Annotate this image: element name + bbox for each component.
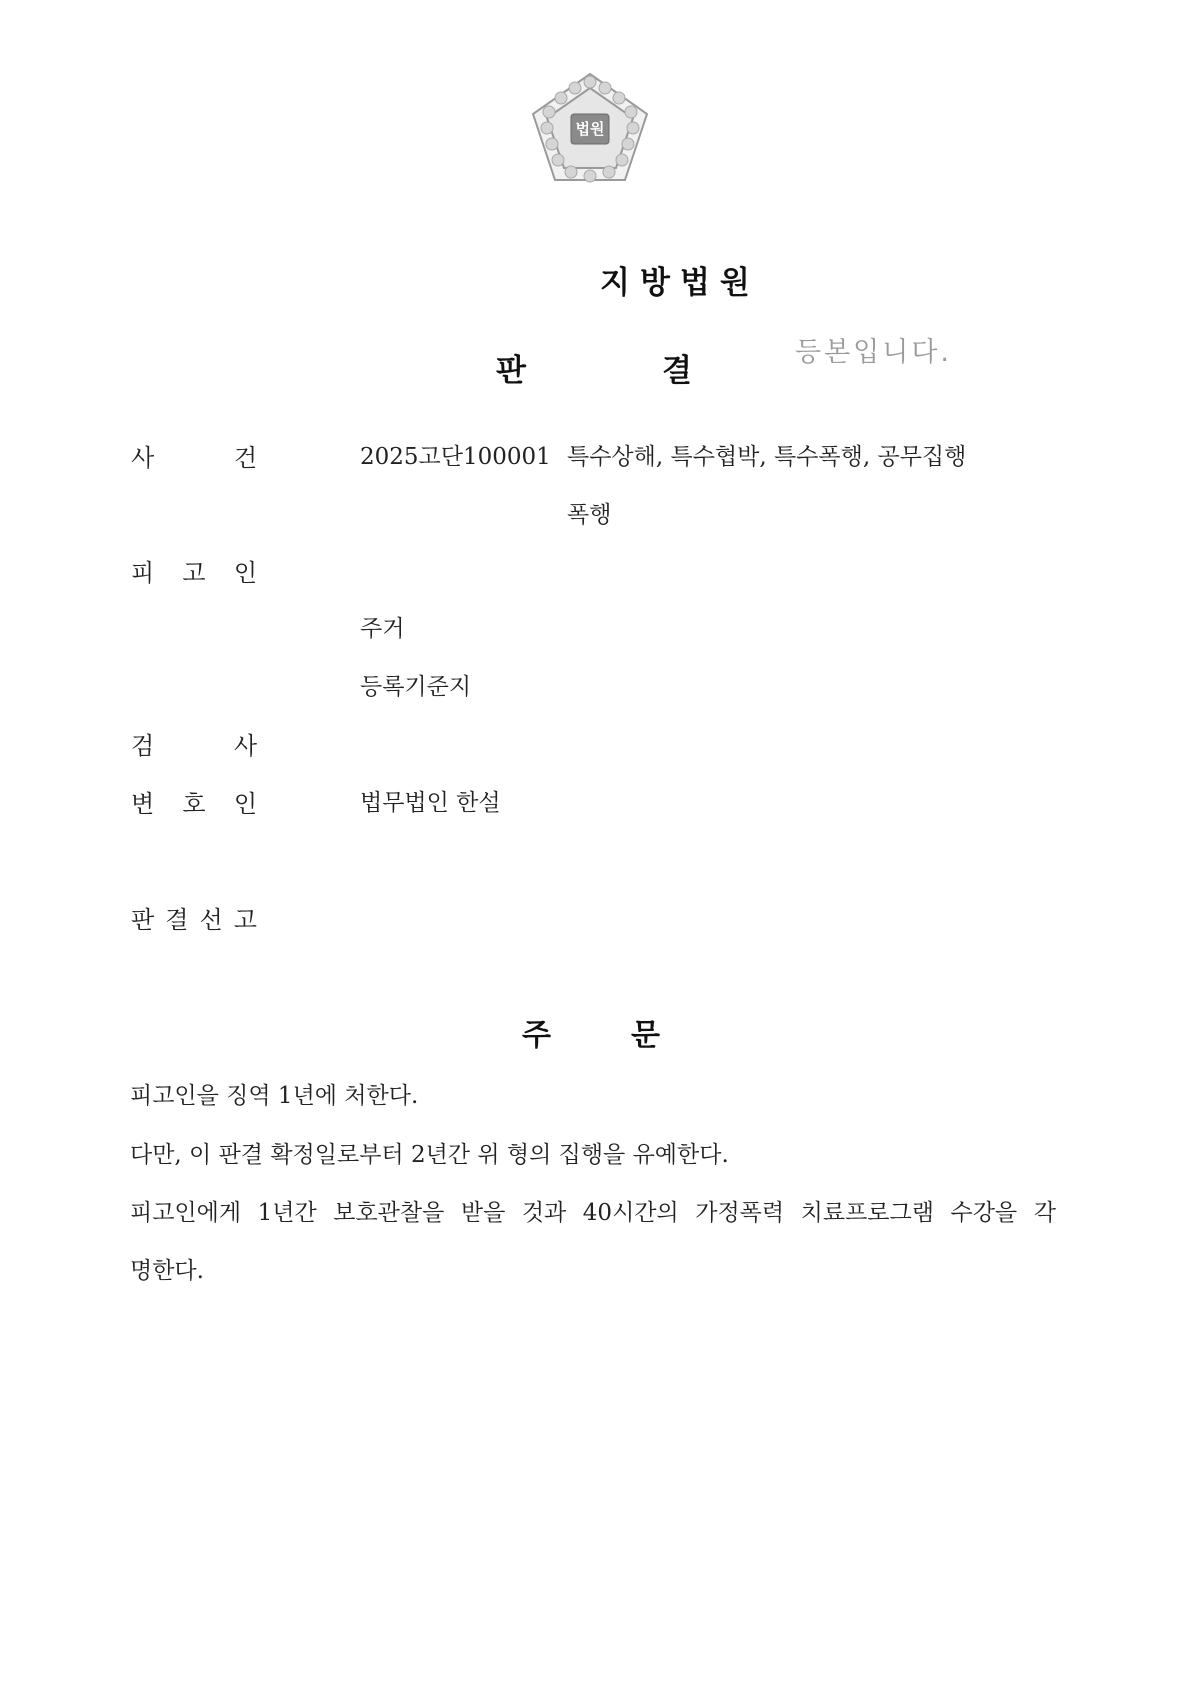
order-line-1: 피고인을 징역 1년에 처한다. [130,1083,419,1109]
case-number: 2025고단100001 [360,444,551,470]
charges-line-2: 폭행 [567,502,612,528]
label-char: 호 [182,790,206,818]
charges-line-1: 특수상해, 특수협박, 특수폭행, 공무집행 [567,444,967,470]
label-char: 사 [131,444,155,472]
label-char: 판 [131,906,155,934]
order-line-3 [130,1194,1056,1227]
order-title [522,1010,660,1054]
title-char: 문 [631,1018,660,1053]
order-word: 치료프로그램 [800,1200,934,1226]
certified-copy-stamp: 등본입니다. [795,337,952,368]
registration-label: 등록기준지 [360,674,472,700]
title-char: 결 [662,353,692,389]
label-char: 검 [131,732,155,760]
sentencing-label [131,900,257,935]
defendant-label [131,553,257,588]
order-line-2: 다만, 이 판결 확정일로부터 2년간 위 형의 집행을 유예한다. [130,1142,729,1168]
prosecutor-label [131,726,257,761]
counsel-label [131,784,257,819]
title-char: 판 [496,353,526,389]
residence-label: 주거 [360,616,405,642]
order-word: 40시간의 [582,1200,679,1226]
order-line-4: 명한다. [130,1258,204,1284]
label-char: 인 [233,559,257,587]
label-char: 사 [233,732,257,760]
seal-label: 법원 [575,120,605,138]
order-word: 각 [1033,1200,1056,1226]
order-word: 피고인에게 [130,1200,242,1226]
label-char: 고 [233,906,257,934]
order-word: 수강을 [950,1200,1018,1226]
court-seal [525,68,655,186]
counsel-name: 법무법인 한설 [360,790,501,816]
label-char: 인 [233,790,257,818]
title-char: 주 [522,1018,551,1053]
case-label [131,438,257,473]
order-word: 가정폭력 [695,1200,785,1226]
label-char: 건 [233,444,257,472]
label-char: 고 [182,559,206,587]
order-word: 1년간 [257,1200,317,1226]
label-char: 선 [199,906,223,934]
order-word: 받을 [460,1200,506,1226]
order-word: 것과 [521,1200,567,1226]
document-title [496,345,692,390]
label-char: 변 [131,790,155,818]
order-word: 보호관찰을 [333,1200,445,1226]
court-name: 지방법원 [600,265,760,301]
label-char: 결 [165,906,189,934]
label-char: 피 [131,559,155,587]
